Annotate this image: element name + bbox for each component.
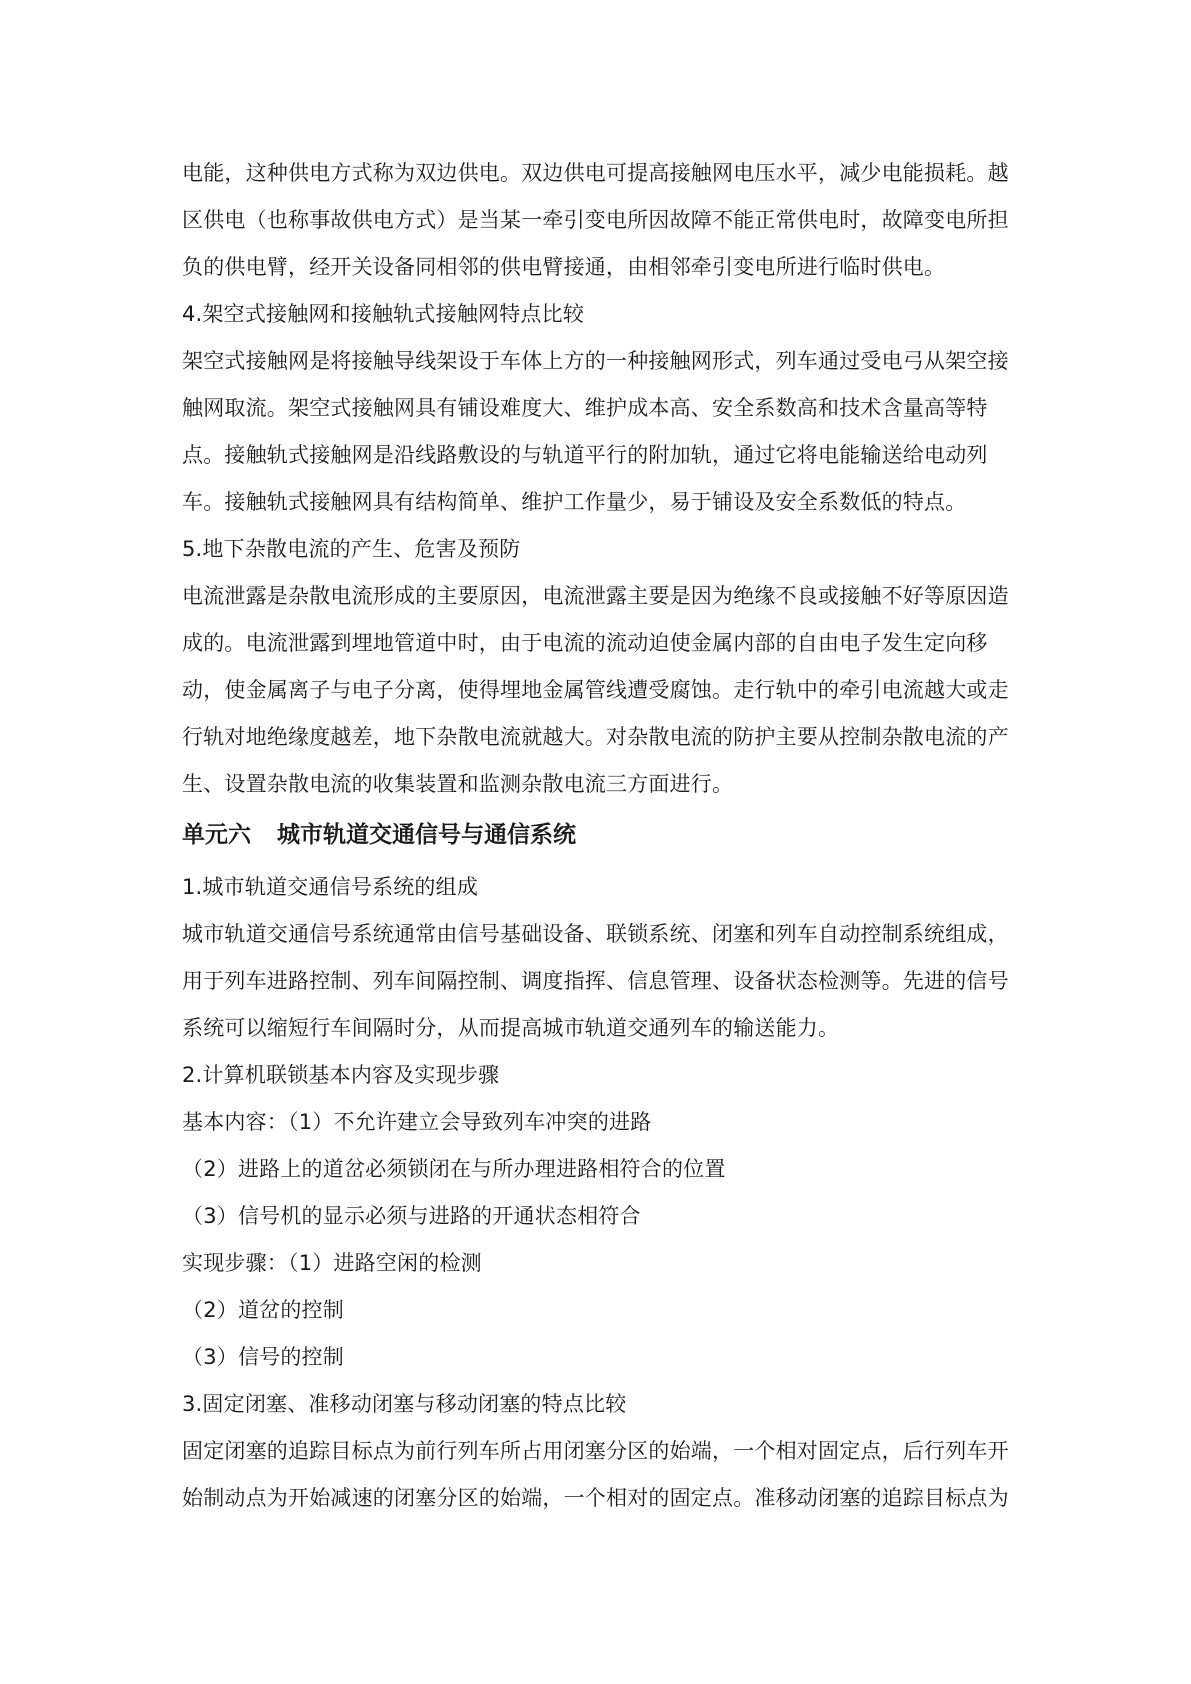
text-line: 始制动点为开始减速的闭塞分区的始端，一个相对的固定点。准移动闭塞的追踪目标点为 [182,1486,1009,1510]
list-item: （3）信号机的显示必须与进路的开通状态相符合 [182,1204,641,1228]
subheading: 2.计算机联锁基本内容及实现步骤 [182,1063,500,1087]
section-heading [182,806,1017,864]
text-block-signal-system [182,864,1017,1522]
subheading: 3.固定闭塞、准移动闭塞与移动闭塞的特点比较 [182,1392,627,1416]
text-line: 车。接触轨式接触网具有结构简单、维护工作量少，易于铺设及安全系数低的特点。 [182,490,967,514]
list-item: 实现步骤：（1）进路空闲的检测 [182,1251,482,1275]
text-line: 成的。电流泄露到埋地管道中时，由于电流的流动迫使金属内部的自由电子发生定向移 [182,631,988,655]
text-line: 点。接触轨式接触网是沿线路敷设的与轨道平行的附加轨，通过它将电能输送给电动列 [182,443,988,467]
subheading: 5.地下杂散电流的产生、危害及预防 [182,537,521,561]
text-line: 电流泄露是杂散电流形成的主要原因，电流泄露主要是因为绝缘不良或接触不好等原因造 [182,584,1009,608]
subheading: 4.架空式接触网和接触轨式接触网特点比较 [182,302,585,326]
text-line: 系统可以缩短行车间隔时分，从而提高城市轨道交通列车的输送能力。 [182,1016,840,1040]
text-line: 电能，这种供电方式称为双边供电。双边供电可提高接触网电压水平，减少电能损耗。越 [182,161,1009,185]
document-page [182,150,1017,1522]
text-line: 固定闭塞的追踪目标点为前行列车所占用闭塞分区的始端，一个相对固定点，后行列车开 [182,1439,1009,1463]
list-item: （2）道岔的控制 [182,1298,344,1322]
text-line: 区供电（也称事故供电方式）是当某一牵引变电所因故障不能正常供电时，故障变电所担 [182,208,1009,232]
subheading: 1.城市轨道交通信号系统的组成 [182,875,479,899]
text-line: 行轨对地绝缘度越差，地下杂散电流就越大。对杂散电流的防护主要从控制杂散电流的产 [182,725,1009,749]
text-line: 触网取流。架空式接触网具有铺设难度大、维护成本高、安全系数高和技术含量高等特 [182,396,988,420]
list-item: （3）信号的控制 [182,1345,344,1369]
text-line: 生、设置杂散电流的收集装置和监测杂散电流三方面进行。 [182,772,734,796]
text-line: 架空式接触网是将接触导线架设于车体上方的一种接触网形式，列车通过受电弓从架空接 [182,349,1009,373]
text-line: 用于列车进路控制、列车间隔控制、调度指挥、信息管理、设备状态检测等。先进的信号 [182,969,1009,993]
list-item: 基本内容：（1）不允许建立会导致列车冲突的进路 [182,1110,652,1134]
text-line: 城市轨道交通信号系统通常由信号基础设备、联锁系统、闭塞和列车自动控制系统组成， [182,922,1009,946]
text-line: 动，使金属离子与电子分离，使得埋地金属管线遭受腐蚀。走行轨中的牵引电流越大或走 [182,678,1009,702]
text-block-power-supply [182,150,1017,808]
list-item: （2）进路上的道岔必须锁闭在与所办理进路相符合的位置 [182,1157,726,1181]
section-unit: 单元六 [182,822,251,848]
text-line: 负的供电臂，经开关设备同相邻的供电臂接通，由相邻牵引变电所进行临时供电。 [182,255,946,279]
section-title: 城市轨道交通信号与通信系统 [277,822,576,848]
